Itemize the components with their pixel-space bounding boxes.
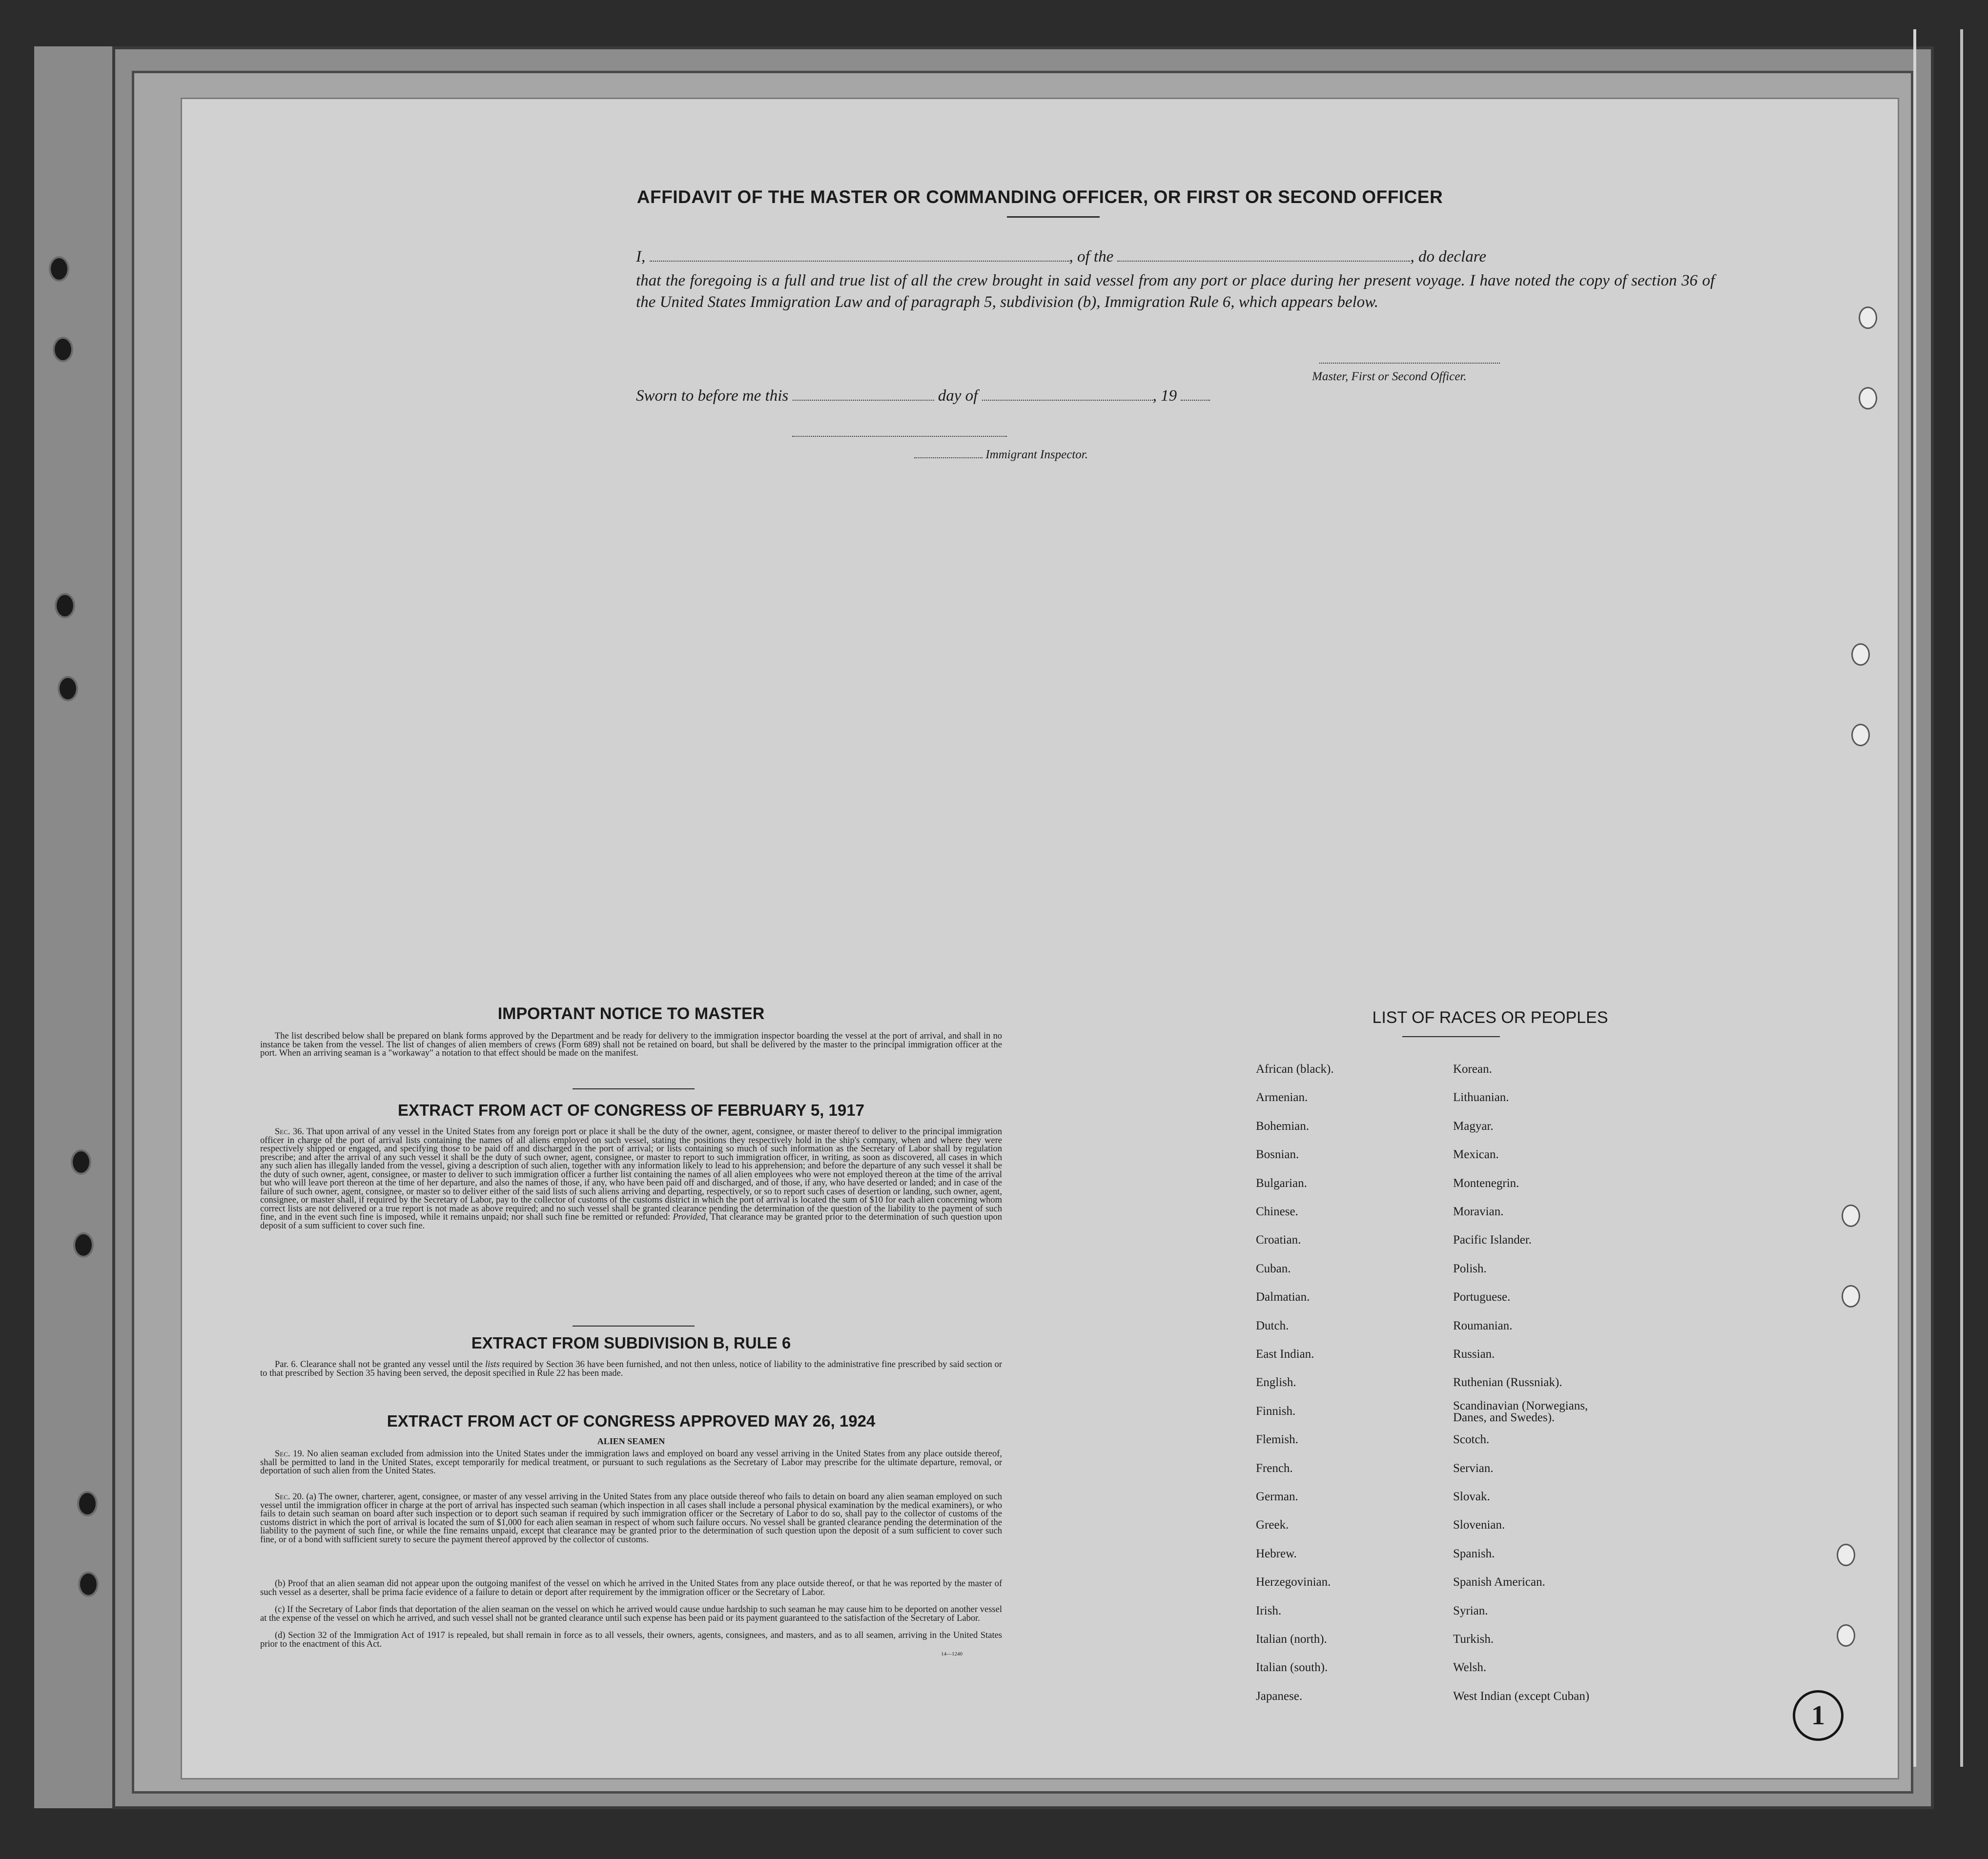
punch-hole-icon	[1851, 724, 1870, 746]
race-item: Roumanian.	[1453, 1319, 1513, 1332]
sworn-line	[636, 387, 1210, 405]
race-item: Moravian.	[1453, 1205, 1504, 1218]
race-item: German.	[1256, 1490, 1298, 1503]
divider	[1402, 1036, 1500, 1037]
race-item: Lithuanian.	[1453, 1091, 1509, 1104]
sworn-year: , 19	[1152, 387, 1177, 405]
race-item: Greek.	[1256, 1518, 1289, 1532]
race-item: Scotch.	[1453, 1433, 1490, 1447]
sec19-body: No alien seaman excluded from admission into the United States under the immigration laws and employed on board any vessel arriving in the United States from any place outside thereof, shall be permitted to land in the United States, except temporarily for medical treatment, or pursuant to such regulations as the Secretary of Labor may prescribe for the ultimate departure, removal, or deportation of such alien from the United States.	[260, 1449, 1003, 1476]
extract-1917-text	[260, 1128, 1002, 1230]
race-item: Montenegrin.	[1453, 1176, 1519, 1190]
race-item: Croatian.	[1256, 1233, 1301, 1247]
sworn-day-of: day of	[938, 387, 978, 405]
extract-1924-title: EXTRACT FROM ACT OF CONGRESS APPROVED MAY 26, 1924	[387, 1412, 876, 1430]
race-item: Syrian.	[1453, 1604, 1488, 1617]
notice-text: The list described below shall be prepared on blank forms approved by the Department and be ready for delivery to the immigration inspector boarding the vessel at the port of arrival, and shall in no instance be taken from the vessel. The list of changes of alien members of crews (Form 689) shall not be retained on board, but shall be delivered by the master to the principal immigration officer at the port. When an arriving seaman is a "workaway" a notation to that effect should be made on the manifest.	[260, 1031, 1002, 1058]
binder-hole-icon	[73, 1232, 94, 1258]
sworn-prefix: Sworn to before me this	[636, 387, 789, 405]
punch-hole-icon	[1837, 1624, 1855, 1647]
inspector-line	[914, 448, 1088, 462]
inspector-blank[interactable]	[914, 457, 983, 458]
race-item: Finnish.	[1256, 1404, 1296, 1418]
sworn-year-blank[interactable]	[1181, 400, 1210, 401]
binder-hole-icon	[77, 1491, 98, 1516]
race-item: Spanish American.	[1453, 1575, 1545, 1589]
section-36-label: Sec. 36.	[275, 1127, 304, 1137]
race-item: Scandinavian (Norwegians, Danes, and Swedes).	[1453, 1399, 1588, 1424]
binder-hole-icon	[49, 256, 69, 282]
race-item: Bosnian.	[1256, 1148, 1299, 1162]
notice-title: IMPORTANT NOTICE TO MASTER	[497, 1004, 765, 1023]
divider	[573, 1326, 695, 1327]
extract-1917-title: EXTRACT FROM ACT OF CONGRESS OF FEBRUARY 5, 1917	[398, 1101, 864, 1119]
race-item: Pacific Islander.	[1453, 1233, 1532, 1247]
affidavit-body: that the foregoing is a full and true list of all the crew brought in said vessel from any port or place during her present voyage. I have noted the copy of section 36 of the United States Immigration Law and of paragraph 5, subdivision (b), Immigration Rule 6, which appears below.	[636, 272, 1715, 311]
race-item: Italian (north).	[1256, 1633, 1327, 1646]
race-item: French.	[1256, 1461, 1293, 1475]
race-item: Servian.	[1453, 1461, 1494, 1475]
punch-hole-icon	[1859, 306, 1877, 329]
sec20d-text: (d) Section 32 of the Immigration Act of 1917 is repealed, but shall remain in force as to all vessels, their owners, agents, consignees, and masters, and as to all seamen, arriving in the United States prior to the enactment of this Act.	[260, 1631, 1002, 1649]
sworn-month-blank[interactable]	[982, 400, 1153, 401]
sec19-label: Sec. 19.	[275, 1449, 305, 1459]
race-item: Slovenian.	[1453, 1518, 1505, 1532]
sec20a-text	[260, 1493, 1002, 1544]
races-title: LIST OF RACES OR PEOPLES	[1372, 1008, 1608, 1027]
race-item: Cuban.	[1256, 1262, 1291, 1275]
race-item: East Indian.	[1256, 1348, 1314, 1361]
inspector-label: Immigrant Inspector.	[985, 448, 1088, 461]
race-item: Hebrew.	[1256, 1547, 1297, 1560]
race-item: Bohemian.	[1256, 1119, 1310, 1133]
binder-hole-icon	[58, 676, 78, 701]
race-item: Irish.	[1256, 1604, 1282, 1617]
punch-hole-icon	[1842, 1205, 1860, 1227]
race-item: Japanese.	[1256, 1689, 1303, 1703]
race-item: Mexican.	[1453, 1148, 1499, 1162]
race-item: Herzegovinian.	[1256, 1575, 1331, 1589]
vessel-blank[interactable]	[1117, 261, 1410, 262]
divider	[573, 1088, 695, 1089]
form-page	[181, 98, 1899, 1779]
race-item: Welsh.	[1453, 1661, 1487, 1675]
form-number: 14—1240	[941, 1651, 963, 1657]
sec20b-text: (b) Proof that an alien seaman did not appear upon the outgoing manifest of the vessel on which he arrived in the United States from any place outside thereof, or that he was reported by the master of such vessel as a deserter, shall be prima facie evidence of a failure to detain or deport after requirement by the immigration officer or the Secretary of Labor.	[260, 1579, 1002, 1597]
master-signature-line[interactable]	[1319, 363, 1500, 364]
lists-word: lists	[485, 1360, 500, 1369]
sworn-day-blank[interactable]	[793, 400, 934, 401]
extract-rule6-text	[260, 1361, 1002, 1378]
race-item: Spanish.	[1453, 1547, 1495, 1560]
proviso-text: That clearance may be granted prior to the determination of such question upon deposit of a sum sufficient to cover such fine.	[260, 1212, 1002, 1231]
race-item: Dutch.	[1256, 1319, 1289, 1332]
inspector-signature-line[interactable]	[792, 436, 1007, 437]
declaration-line	[636, 248, 1486, 266]
declaration-i: I,	[636, 248, 646, 266]
rule6-text-b: required by Section 36 have been furnished, and not then unless, notice of liability to the administrative fine prescribed by said section or to that prescribed by Section 35 having been served, the deposit specified in Rule 22 has been made.	[260, 1360, 1003, 1378]
race-item: Turkish.	[1453, 1633, 1494, 1646]
race-item: Bulgarian.	[1256, 1176, 1307, 1190]
race-item: Polish.	[1453, 1262, 1487, 1275]
race-item: Chinese.	[1256, 1205, 1298, 1218]
punch-hole-icon	[1842, 1285, 1860, 1307]
binder-hole-icon	[55, 593, 75, 618]
extract-rule6-title: EXTRACT FROM SUBDIVISION B, RULE 6	[471, 1334, 791, 1352]
section-36-text: That upon arrival of any vessel in the United States from any foreign port or place it shall be the duty of the owner, agent, consignee, or master thereof to deliver to the principal immigration officer in charge of the port of arrival lists containing the names of all aliens employed on such vessel, stating the positions they respectively hold in the ship's company, when and where they were respectively shipped or engaged, and specifying those to be paid off and discharged in the port of arrival; or lists containing so much of such information as the Secretary of Labor shall by regulation prescribe; and after the arrival of any such vessel it shall be the duty of such owner, agent, consignee, or master to report to such immigration officer, in writing, as soon as discovered, all cases in which any such alien has illegally landed from the vessel, giving a description of such alien, together with any information likely to lead to his apprehension; and before the departure of any such vessel it shall be the duty of such owner, agent, consignee, or master to deliver to such immigration officer a further list containing the names of all alien employees who were not employed thereon at the time of the arrival but who will leave port thereon at the time of her departure, and also the names of those, if any, who have been paid off and discharged, and of those, if any, who have deserted or landed; and in case of the failure of such owner, agent, consignee, or master so to deliver either of the said lists of such aliens arriving and departing, respectively, or so to report such cases of desertion or landing, such owner, agent, consignee, or master shall, if required by the Secretary of Labor, pay to the collector of customs of the customs district in which the port of arrival is located the sum of $10 for each alien concerning whom correct lists are not delivered or a true report is not made as above required; and no such vessel shall be granted clearance pending the determination of the question of the liability to the payment of such fine, and in the event such fine is imposed, while it remains unpaid; nor shall such fine be remitted or refunded:	[260, 1127, 1002, 1222]
proviso-word: Provided,	[673, 1212, 708, 1222]
race-item: African (black).	[1256, 1062, 1334, 1076]
race-item: Italian (south).	[1256, 1661, 1328, 1675]
master-signature-label: Master, First or Second Officer.	[1312, 370, 1467, 383]
race-item: Ruthenian (Russniak).	[1453, 1376, 1562, 1389]
punch-hole-icon	[1837, 1544, 1855, 1566]
declaration-of-the: , of the	[1069, 248, 1114, 266]
name-blank[interactable]	[650, 261, 1069, 262]
race-item: Portuguese.	[1453, 1290, 1511, 1304]
punch-hole-icon	[1851, 643, 1870, 666]
race-item: Russian.	[1453, 1348, 1495, 1361]
race-item: Magyar.	[1453, 1119, 1494, 1133]
binder-hole-icon	[53, 337, 73, 362]
race-item: West Indian (except Cuban)	[1453, 1689, 1590, 1703]
sec20c-text: (c) If the Secretary of Labor finds that deportation of the alien seaman on the vessel on which he arrived would cause undue hardship to such seaman he may cause him to be deported on another vessel at the expense of the vessel on which he arrived, and such vessel shall not be granted clearance until such expense has been paid or its payment guaranteed to the satisfaction of the Secretary of Labor.	[260, 1605, 1002, 1623]
punch-hole-icon	[1859, 387, 1877, 409]
sec20a-body: (a) The owner, charterer, agent, consignee, or master of any vessel arriving in the United States from any place outside thereof who fails to detain on board any alien seaman employed on such vessel until the immigration officer in charge at the port of arrival has inspected such seaman (which inspection in all cases shall include a personal physical examination by the medical examiners), or who fails to detain such seaman on board after such inspection or to deport such seaman if required by such immigration officer or the Secretary of Labor to do so, shall pay to the collector of customs of the customs district in which the port of arrival is located the sum of $1,000 for each alien seaman in respect of whom such failure occurs. No vessel shall be granted clearance pending the determination of the liability to the payment of such fine, or while the fine remains unpaid, except that clearance may be granted prior to the determination of such question upon the deposit of a sum sufficient to cover such fine, or of a bond with sufficient surety to secure the payment thereof approved by the collector of customs.	[260, 1492, 1002, 1545]
rule6-text-a: Par. 6. Clearance shall not be granted any vessel until the	[275, 1360, 483, 1369]
race-item: Flemish.	[1256, 1433, 1298, 1447]
race-item: Korean.	[1453, 1062, 1492, 1076]
race-item: English.	[1256, 1376, 1296, 1389]
sec20-label: Sec. 20.	[275, 1492, 304, 1502]
declaration-do-declare: , do declare	[1410, 248, 1486, 266]
race-item: Dalmatian.	[1256, 1290, 1310, 1304]
sheet-edges	[1913, 29, 1963, 1767]
affidavit-title: AFFIDAVIT OF THE MASTER OR COMMANDING OFFICER, OR FIRST OR SECOND OFFICER	[636, 187, 1443, 207]
divider	[1007, 216, 1100, 218]
binder-hole-icon	[78, 1572, 99, 1597]
sec19-text	[260, 1450, 1002, 1476]
race-item: Slovak.	[1453, 1490, 1490, 1503]
binder-hole-icon	[71, 1149, 91, 1175]
alien-seamen-subtitle: ALIEN SEAMEN	[597, 1436, 665, 1446]
circled-page-number: 1	[1793, 1690, 1844, 1741]
race-item: Armenian.	[1256, 1091, 1308, 1104]
